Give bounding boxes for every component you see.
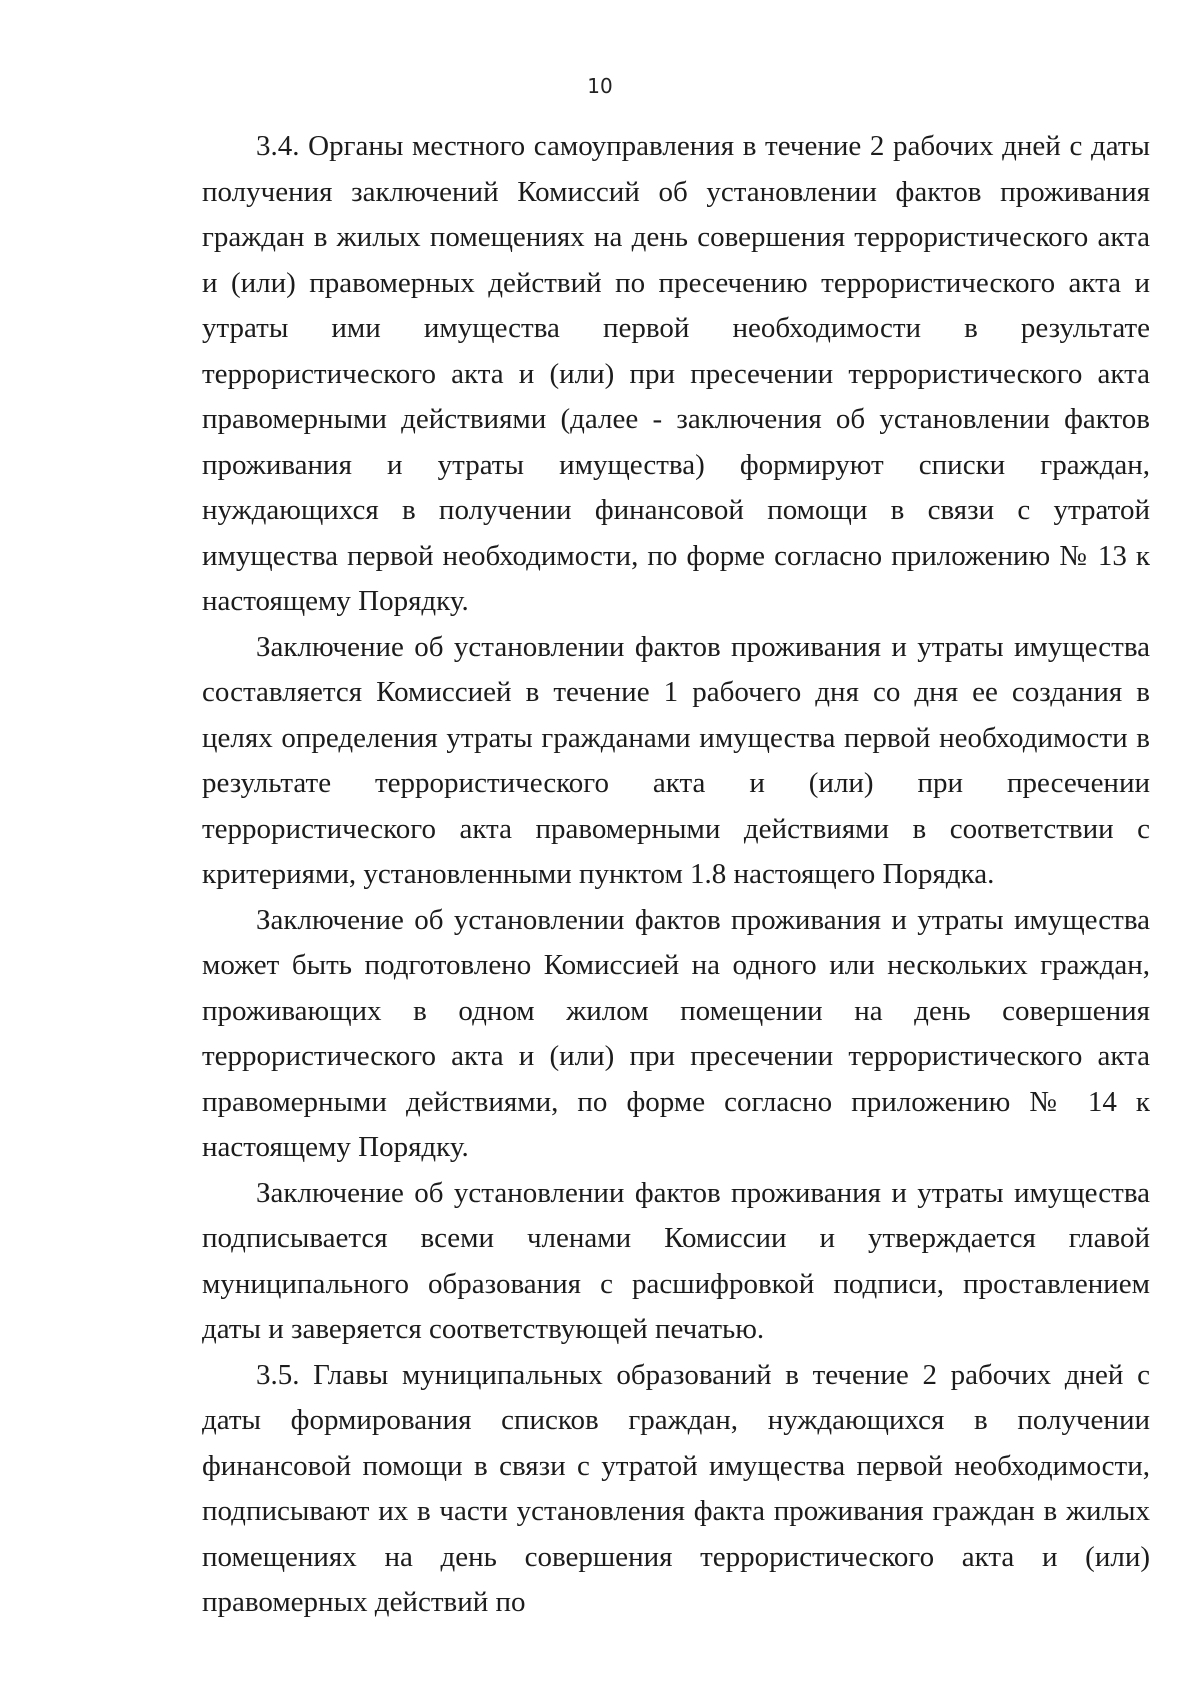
paragraph-conclusion-compiled: Заключение об установлении фактов проживания и утраты имущества составляется Комиссией в течение 1 рабочего дня со дня ее создания в целях определения утраты гражданами имущества первой необходимости в результате террористического акта и (или) при пресечении террористического акта правомерными действиями в соответствии с критериями, установленными пунктом 1.8 настоящего Порядка. <box>202 630 1150 890</box>
document-body <box>202 124 1150 1626</box>
paragraph-3-5: 3.5. Главы муниципальных образований в течение 2 рабочих дней с даты формирования списков граждан, нуждающихся в получении финансовой помощи в связи с утратой имущества первой необходимости, подписывают их в части установления факта проживания граждан в жилых помещениях на день совершения террористического акта и (или) правомерных действий по <box>202 1358 1150 1618</box>
paragraph-3-4: 3.4. Органы местного самоуправления в течение 2 рабочих дней с даты получения заключений Комиссий об установлении фактов проживания граждан в жилых помещениях на день совершения террористического акта и (или) правомерных действий по пресечению террористического акта и утраты ими имущества первой необходимости в результате террористического акта и (или) при пресечении террористического акта правомерными действиями (далее - заключения об установлении фактов проживания и утраты имущества) формируют списки граждан, нуждающихся в получении финансовой помощи в связи с утратой имущества первой необходимости, по форме согласно приложению № 13 к настоящему Порядку. <box>202 130 1150 617</box>
paragraph-conclusion-signed: Заключение об установлении фактов проживания и утраты имущества подписывается всеми членами Комиссии и утверждается главой муниципального образования с расшифровкой подписи, проставлением даты и заверяется соответствующей печатью. <box>202 1176 1150 1345</box>
page-number: 10 <box>587 74 613 98</box>
paragraph-conclusion-prepared: Заключение об установлении фактов проживания и утраты имущества может быть подготовлено Комиссией на одного или нескольких граждан, проживающих в одном жилом помещении на день совершения террористического акта и (или) при пресечении террористического акта правомерными действиями, по форме согласно приложению № 14 к настоящему Порядку. <box>202 903 1150 1163</box>
